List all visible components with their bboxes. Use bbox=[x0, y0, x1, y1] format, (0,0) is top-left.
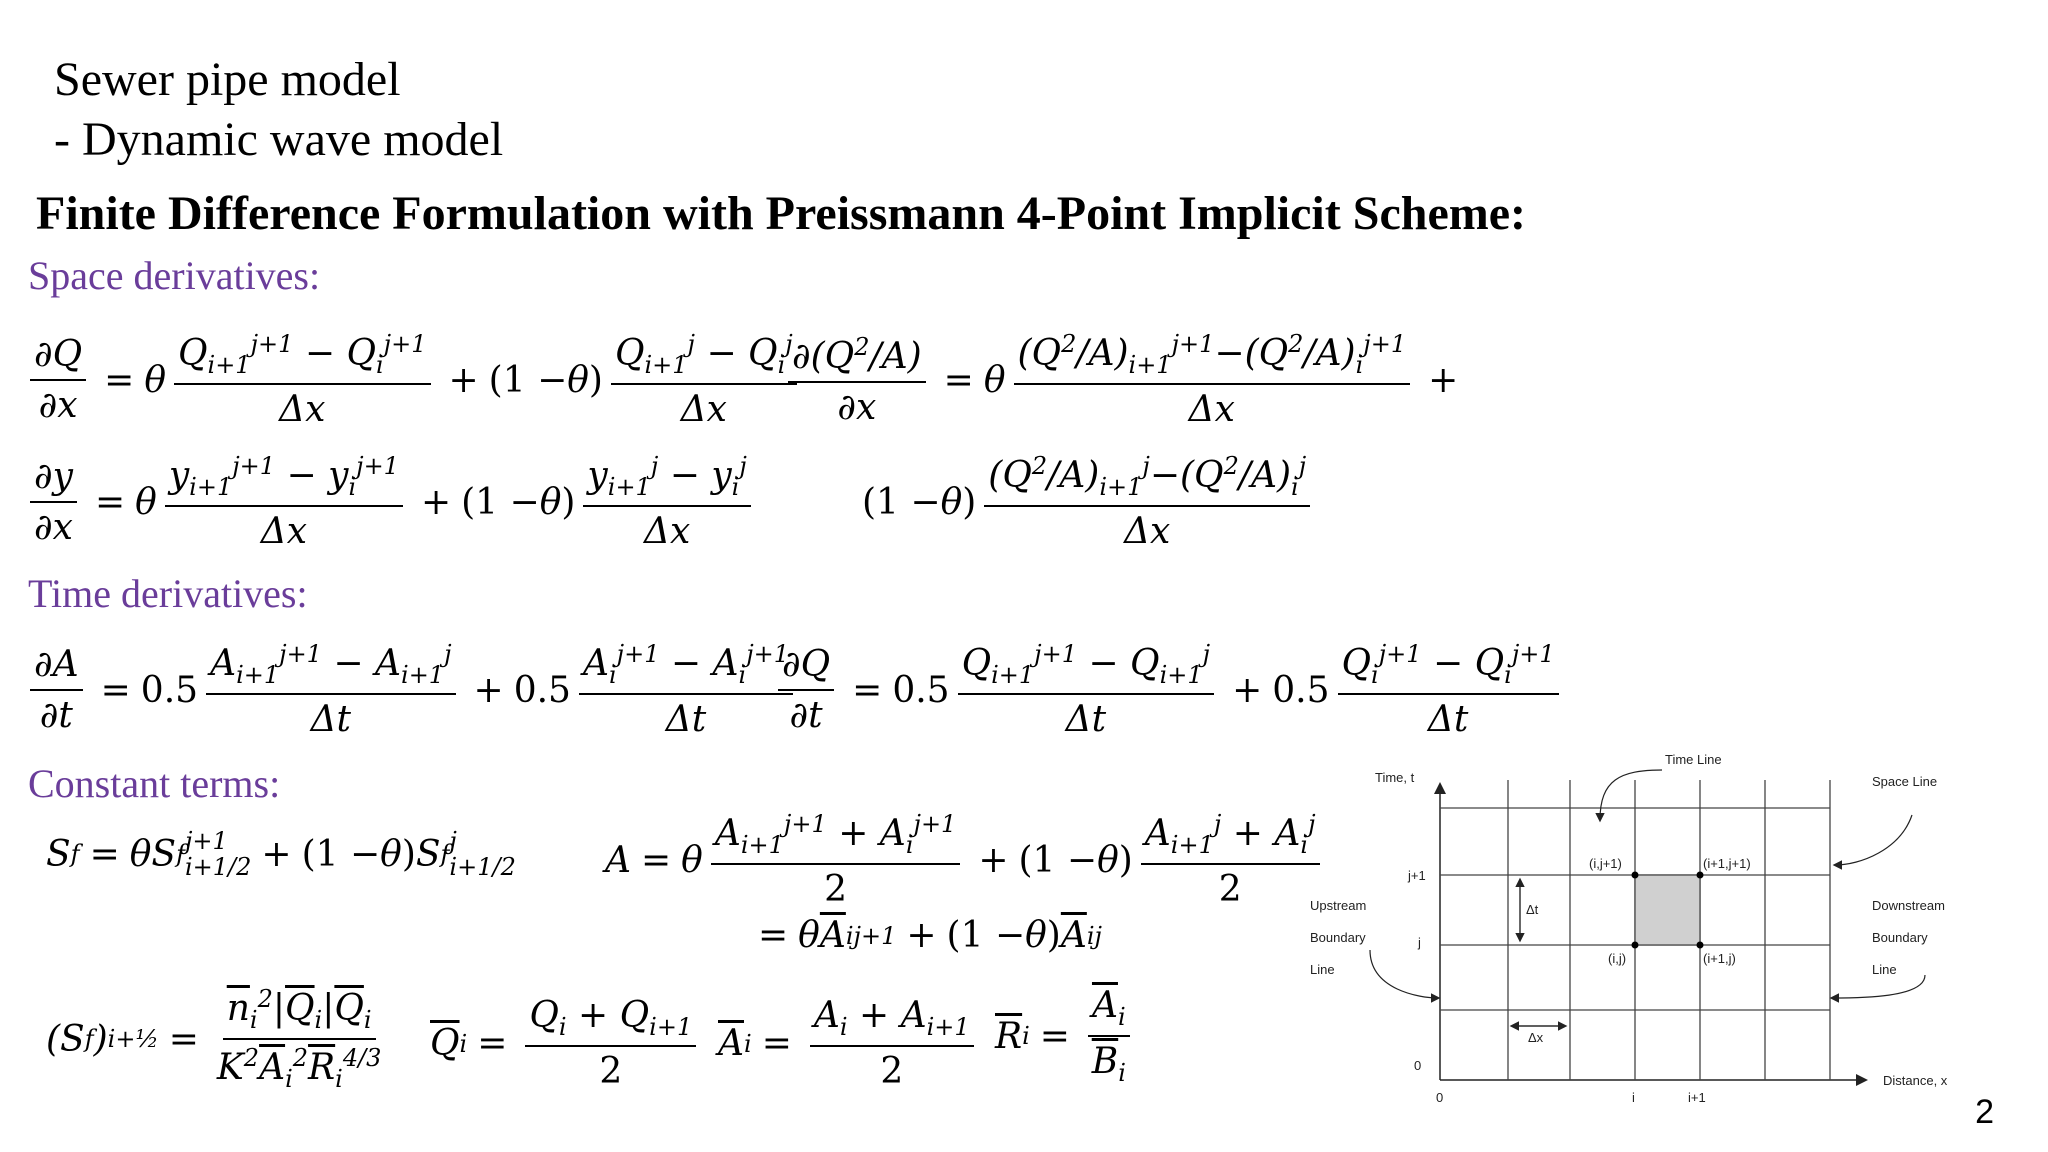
time-line-label: Time Line bbox=[1665, 752, 1722, 767]
equation-da-dt: $\frac{\partial A}{\partial t}$ = 0.5 $\frac{A_{i+1}^{j+1} - A_{i+1}^j}{\Delta t}$ + 0.5 $\frac{A_i^{j+1} - A_i^{j+1}}{\Delta t}$ bbox=[22, 640, 801, 740]
page-number: 2 bbox=[1975, 1093, 1994, 1131]
space-derivatives-label: Space derivatives: bbox=[28, 253, 321, 298]
time-line-arrow bbox=[1600, 770, 1662, 820]
heading: Finite Difference Formulation with Preissmann 4-Point Implicit Scheme: bbox=[36, 187, 1527, 240]
constant-terms-label: Constant terms: bbox=[28, 761, 281, 806]
time-axis-label: Time, t bbox=[1375, 770, 1415, 785]
node-i-j1 bbox=[1632, 872, 1639, 879]
equation-a-bar: $\overline{A}$ i = $\frac{A_i + A_{i+1}}{2}$ bbox=[718, 995, 982, 1092]
computational-cell bbox=[1635, 875, 1700, 945]
equation-r-bar: $\overline{R}$ i = $\frac{\overline{A}_i}{\overline{B}_i}$ bbox=[995, 985, 1138, 1087]
node-i-j bbox=[1632, 942, 1639, 949]
equation-dq2a-dx-cont: (1 − θ ) $\frac{(Q^2/A)_{i+1}^j-(Q^2/A)_i^j}{\Delta x}$ bbox=[862, 452, 1318, 552]
equation-sf-manning: (S f ) i+½ = $\frac{\overline{n}_i^2|\overline{Q}_i|\overline{Q}_i}{K^2\overline{A}_i^2\overline{R}_i^{4/3}}$ bbox=[46, 985, 382, 1094]
space-line-arrow bbox=[1835, 815, 1912, 865]
upstream-label-2: Boundary bbox=[1310, 930, 1366, 945]
downstream-label-3: Line bbox=[1872, 962, 1897, 977]
upstream-arrow bbox=[1370, 950, 1438, 998]
y-label-0: 0 bbox=[1414, 1058, 1422, 1073]
equation-q-bar: $\overline{Q}$ i = $\frac{Q_i + Q_{i+1}}{2}$ bbox=[430, 995, 704, 1092]
node-label-i1-j: (i+1,j) bbox=[1703, 951, 1736, 966]
y-label-j: j bbox=[1418, 935, 1421, 950]
node-label-i-j1: (i,j+1) bbox=[1589, 856, 1622, 871]
equation-sf: S f = θS f j+1 i+1/2 + (1 − θ ) S f j i+1/2 bbox=[46, 827, 516, 881]
downstream-label-2: Boundary bbox=[1872, 930, 1928, 945]
x-label-0: 0 bbox=[1436, 1090, 1444, 1105]
upstream-label-1: Upstream bbox=[1310, 898, 1367, 913]
equation-a-avg-cont: = θ $\overline{A}$ i j+1 + (1 − θ ) $\overline{A}$ i j bbox=[758, 915, 1102, 956]
equation-dq-dt: $\frac{\partial Q}{\partial t}$ = 0.5 $\frac{Q_{i+1}^{j+1} - Q_{i+1}^j}{\Delta t}$ + 0.5 $\frac{Q_i^{j+1} - Q_i^{j+1}}{\Delta t}$ bbox=[770, 640, 1567, 740]
equation-dq2a-dx: $\frac{\partial(Q^2/A)}{\partial x}$ = θ $\frac{(Q^2/A)_{i+1}^{j+1}-(Q^2/A)_i^{j+1}}{\Delta x}$ + bbox=[780, 330, 1468, 430]
x-label-i1: i+1 bbox=[1688, 1090, 1706, 1105]
downstream-label-1: Downstream bbox=[1872, 898, 1945, 913]
title-line-1: Sewer pipe model bbox=[54, 53, 401, 106]
equation-a-avg: A = θ $\frac{A_{i+1}^{j+1} + A_i^{j+1}}{2}$ + (1 − θ ) $\frac{A_{i+1}^j + A_i^j}{2}$ bbox=[605, 810, 1328, 910]
node-label-i1-j1: (i+1,j+1) bbox=[1703, 856, 1751, 871]
y-label-j1: j+1 bbox=[1408, 868, 1426, 883]
node-i1-j1 bbox=[1697, 872, 1704, 879]
x-label-i: i bbox=[1632, 1090, 1635, 1105]
upstream-label-3: Line bbox=[1310, 962, 1335, 977]
dx-label: Δx bbox=[1528, 1030, 1544, 1045]
title-line-2: - Dynamic wave model bbox=[54, 113, 504, 166]
time-derivatives-label: Time derivatives: bbox=[28, 571, 308, 616]
equation-dq-dx: $\frac{\partial Q}{\partial x}$ = θ $\frac{Q_{i+1}^{j+1} - Q_i^{j+1}}{\Delta x}$ + (1 − θ ) $\frac{Q_{i+1}^j - Q_i^j}{\Delta x}$ bbox=[22, 330, 805, 430]
node-label-i-j: (i,j) bbox=[1608, 951, 1627, 966]
dt-label: Δt bbox=[1526, 902, 1539, 917]
node-i1-j bbox=[1697, 942, 1704, 949]
space-line-label: Space Line bbox=[1872, 774, 1938, 789]
preissmann-grid-diagram bbox=[1300, 740, 2000, 1110]
equation-dy-dx: $\frac{\partial y}{\partial x}$ = θ $\frac{y_{i+1}^{j+1} - y_i^{j+1}}{\Delta x}$ + (1 − θ ) $\frac{y_{i+1}^j - y_i^j}{\Delta x}$ bbox=[22, 452, 759, 552]
distance-axis-label: Distance, x bbox=[1883, 1073, 1948, 1088]
downstream-arrow bbox=[1832, 975, 1925, 998]
